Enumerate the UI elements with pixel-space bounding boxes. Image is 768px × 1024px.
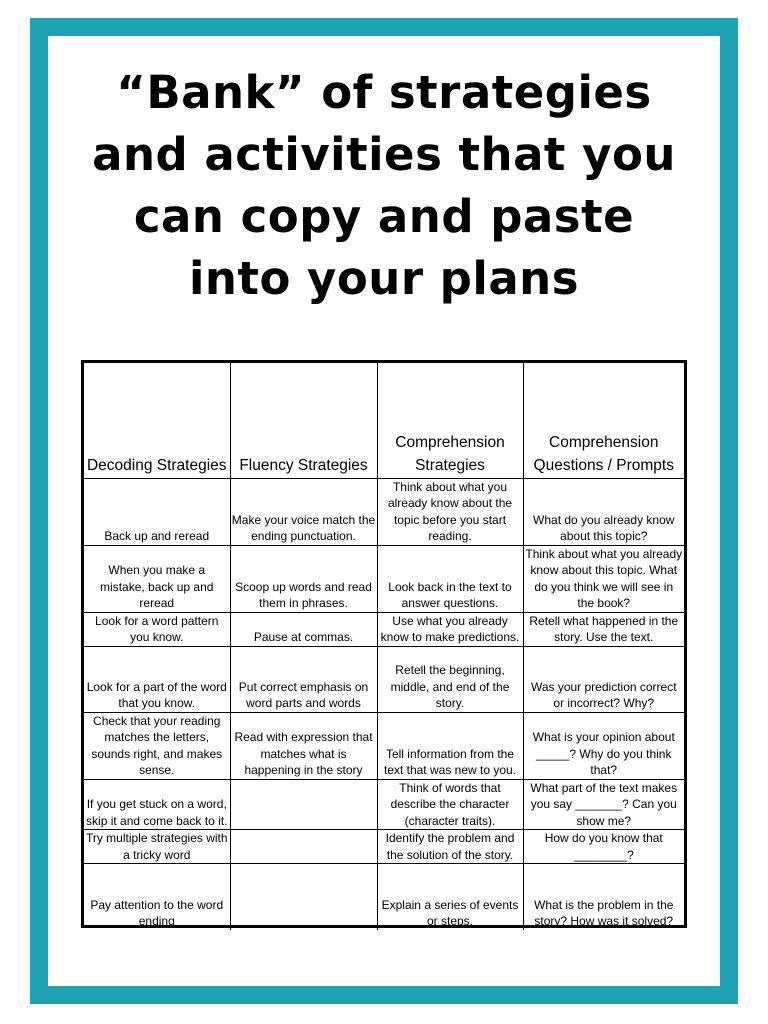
table-row <box>84 478 684 545</box>
table-row <box>84 612 684 646</box>
headline-line-2: and activities that you <box>92 128 676 181</box>
table-cell <box>230 864 377 930</box>
table-cell <box>230 779 377 830</box>
table-row <box>84 712 684 779</box>
table-cell: Think about what you already know about the topic before you start reading. <box>377 478 523 545</box>
header-decoding-strategies: Decoding Strategies <box>84 363 230 478</box>
header-comprehension-strategies: Comprehension Strategies <box>377 363 523 478</box>
table-cell: Make your voice match the ending punctuation. <box>230 478 377 545</box>
headline-line-3: can copy and paste <box>133 190 635 243</box>
table-row <box>84 864 684 930</box>
table-cell: Try multiple strategies with a tricky word <box>84 830 230 864</box>
table-row <box>84 545 684 612</box>
strategies-table <box>84 363 684 930</box>
table-cell: What part of the text makes you say _______? Can you show me? <box>523 779 684 830</box>
header-comprehension-questions: Comprehension Questions / Prompts <box>523 363 684 478</box>
table-cell: Pause at commas. <box>230 612 377 646</box>
table-cell: What is the problem in the story? How was it solved? <box>523 864 684 930</box>
table-cell: Identify the problem and the solution of the story. <box>377 830 523 864</box>
table-cell: Back up and reread <box>84 478 230 545</box>
table-header-row <box>84 363 684 478</box>
headline-line-1: “Bank” of strategies <box>116 66 652 119</box>
table-row <box>84 779 684 830</box>
table-cell: Was your prediction correct or incorrect? Why? <box>523 646 684 712</box>
table-cell: Look for a word pattern you know. <box>84 612 230 646</box>
table-cell: What do you already know about this topic? <box>523 478 684 545</box>
table-cell: How do you know that ________? <box>523 830 684 864</box>
table-cell: Look for a part of the word that you know. <box>84 646 230 712</box>
table-cell: If you get stuck on a word, skip it and come back to it. <box>84 779 230 830</box>
table-cell: Check that your reading matches the letters, sounds right, and makes sense. <box>84 712 230 779</box>
table-cell: What is your opinion about _____? Why do you think that? <box>523 712 684 779</box>
table-cell: Tell information from the text that was new to you. <box>377 712 523 779</box>
table-cell: Use what you already know to make predictions. <box>377 612 523 646</box>
header-fluency-strategies: Fluency Strategies <box>230 363 377 478</box>
strategies-table-container <box>81 360 687 928</box>
table-row <box>84 646 684 712</box>
table-row <box>84 830 684 864</box>
table-cell: Put correct emphasis on word parts and words <box>230 646 377 712</box>
table-cell: Pay attention to the word ending <box>84 864 230 930</box>
table-cell: Retell what happened in the story. Use the text. <box>523 612 684 646</box>
headline <box>40 62 728 310</box>
table-cell: Explain a series of events or steps. <box>377 864 523 930</box>
table-cell: Look back in the text to answer questions. <box>377 545 523 612</box>
headline-line-4: into your plans <box>188 252 580 305</box>
table-cell: Think of words that describe the character (character traits). <box>377 779 523 830</box>
table-cell <box>230 830 377 864</box>
table-cell: Think about what you already know about this topic. What do you think we will see in the book? <box>523 545 684 612</box>
table-cell: When you make a mistake, back up and reread <box>84 545 230 612</box>
table-cell: Retell the beginning, middle, and end of the story. <box>377 646 523 712</box>
table-cell: Read with expression that matches what is happening in the story <box>230 712 377 779</box>
table-cell: Scoop up words and read them in phrases. <box>230 545 377 612</box>
